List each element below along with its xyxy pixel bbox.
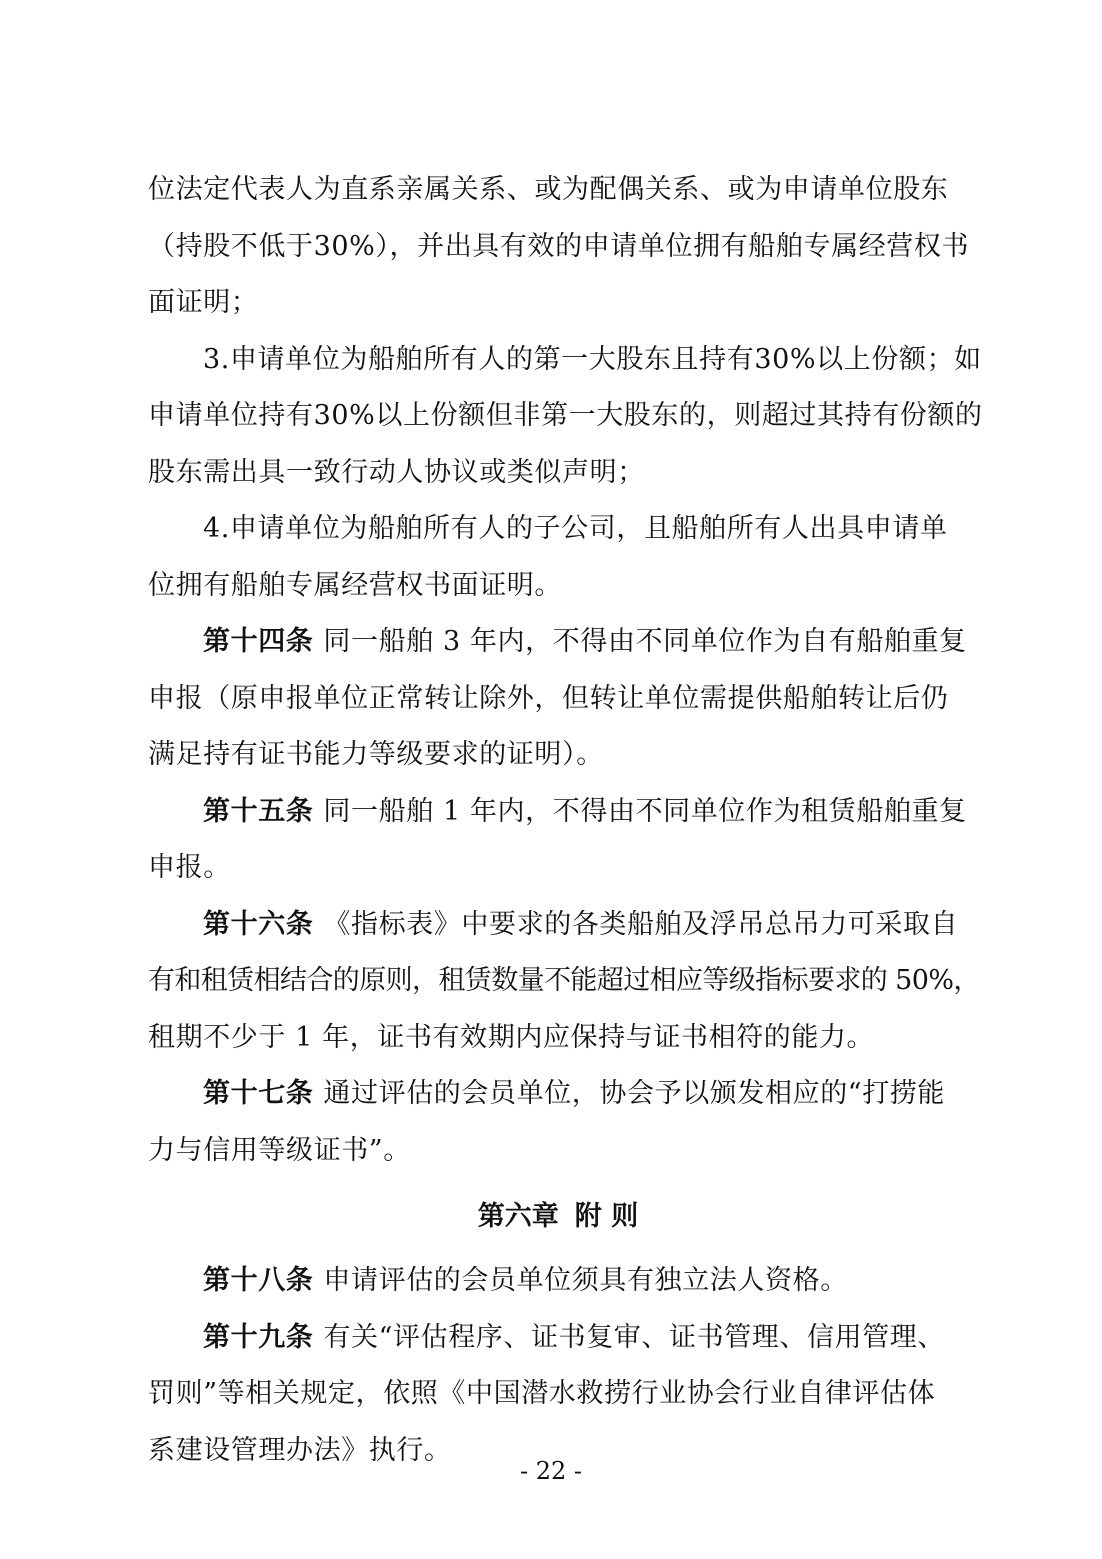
text-line: 4.申请单位为船舶所有人的子公司，且船舶所有人出具申请单 xyxy=(203,513,948,544)
page-number: - 22 - xyxy=(519,1457,582,1485)
article-19 xyxy=(148,1310,968,1480)
article-text: 同一船舶 3 年内，不得由不同单位作为自有船舶重复 xyxy=(323,626,967,657)
text-line: 位法定代表人为直系亲属关系、或为配偶关系、或为申请单位股东 xyxy=(148,174,949,205)
article-number: 第十四条 xyxy=(203,626,314,657)
chapter-heading xyxy=(148,1185,968,1249)
article-15 xyxy=(148,784,968,897)
article-text: 有关“评估程序、证书复审、证书管理、信用管理、 xyxy=(323,1321,946,1353)
article-number: 第十五条 xyxy=(203,795,314,827)
list-item-3 xyxy=(148,332,983,502)
text-line: 系建设管理办法》执行。 xyxy=(148,1434,452,1466)
text-line xyxy=(148,1310,968,1367)
paragraph-continuation xyxy=(148,162,968,332)
text-line xyxy=(148,784,968,841)
article-number: 第十六条 xyxy=(203,908,314,940)
article-number: 第十八条 xyxy=(203,1265,314,1296)
text-line: 力与信用等级证书”。 xyxy=(148,1134,411,1166)
text-line: 3.申请单位为船舶所有人的第一大股东且持有30%以上份额；如 xyxy=(203,343,982,375)
text-line: 租期不少于 1 年，证书有效期内应保持与证书相符的能力。 xyxy=(148,1021,875,1053)
article-17 xyxy=(148,1066,968,1179)
article-16 xyxy=(148,897,980,1067)
article-text: 《指标表》中要求的各类船舶及浮吊总吊力可采取自 xyxy=(323,908,959,940)
text-line: 位拥有船舶专属经营权书面证明。 xyxy=(148,569,562,601)
text-line xyxy=(148,614,968,671)
list-item-4 xyxy=(148,501,968,614)
text-line: 申请单位持有30%以上份额但非第一大股东的，则超过其持有份额的 xyxy=(148,400,983,431)
page-body xyxy=(148,162,983,1479)
article-text: 申请评估的会员单位须具有独立法人资格。 xyxy=(323,1265,848,1296)
text-line: （持股不低于30%），并出具有效的申请单位拥有船舶专属经营权书 xyxy=(148,230,970,262)
article-text: 通过评估的会员单位，协会予以颁发相应的“打捞能 xyxy=(323,1078,946,1109)
text-line xyxy=(148,1066,968,1123)
chapter-number: 第六章 xyxy=(477,1201,559,1232)
text-line: 罚则”等相关规定，依照《中国潜水救捞行业协会行业自律评估体 xyxy=(148,1378,936,1409)
text-line: 有和租赁相结合的原则，租赁数量不能超过相应等级指标要求的 50%， xyxy=(148,965,980,996)
article-14 xyxy=(148,614,968,784)
text-line: 申报。 xyxy=(148,852,231,883)
article-text: 同一船舶 1 年内，不得由不同单位作为租赁船舶重复 xyxy=(323,795,967,827)
chapter-title: 附 则 xyxy=(574,1201,639,1232)
text-line: 股东需出具一致行动人协议或类似声明； xyxy=(148,456,645,488)
article-18 xyxy=(148,1253,968,1310)
text-line: 面证明； xyxy=(148,287,259,318)
text-line: 申报（原申报单位正常转让除外，但转让单位需提供船舶转让后仍 xyxy=(148,682,949,714)
text-line: 满足持有证书能力等级要求的证明）。 xyxy=(148,739,604,770)
text-line xyxy=(148,897,968,954)
article-number: 第十九条 xyxy=(203,1321,314,1353)
text-line xyxy=(148,1253,968,1310)
article-number: 第十七条 xyxy=(203,1078,314,1109)
